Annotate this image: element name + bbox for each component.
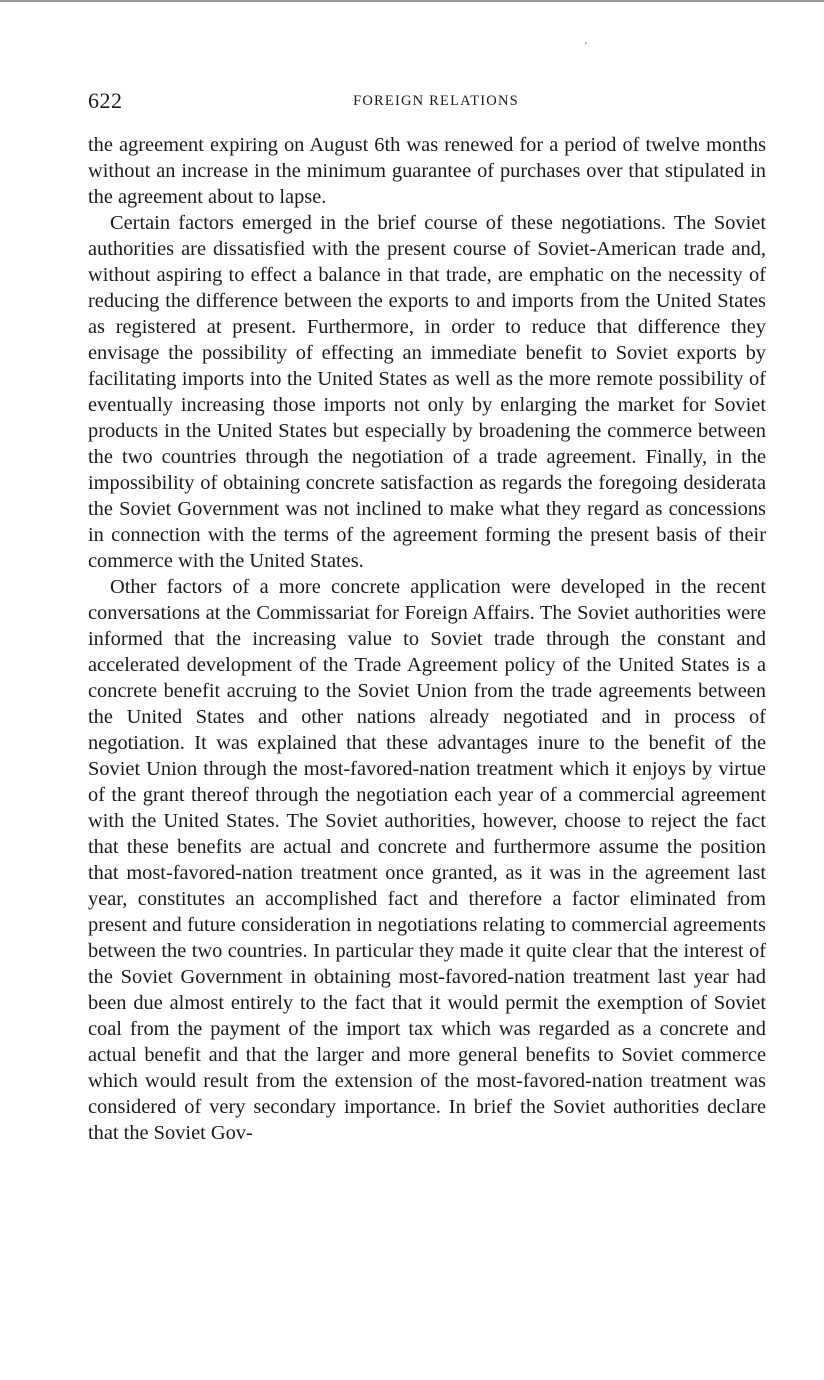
paragraph-continued: the agreement expiring on August 6th was renewed for a period of twelve months without an increase in the minimum guarantee of purchases over that stipulated in the agreement about to lapse. — [88, 134, 766, 208]
page-number: 622 — [88, 88, 123, 113]
paragraph: Certain factors emerged in the brief course of these negotiations. The Soviet authorities are dissatisfied with the present course of Soviet-American trade and, without aspiring to effect a balance in that trade, are emphatic on the necessity of reducing the difference between the exports to and imports from the United States as registered at present. Furthermore, in order to reduce that difference they envisage the possibility of effecting an immediate benefit to Soviet exports by facilitating imports into the United States as well as the more remote possibility of eventually increasing those imports not only by enlarging the market for Soviet products in the United States but especially by broadening the commerce between the two countries through the negotiation of a trade agreement. Finally, in the impossibility of obtaining concrete satisfaction as regards the foregoing desiderata the Soviet Government was not inclined to make what they regard as concessions in connection with the terms of the agreement forming the present basis of their commerce with the United States. — [88, 212, 766, 572]
stray-mark: ’ — [584, 40, 588, 52]
running-head: FOREIGN RELATIONS — [353, 93, 519, 109]
document-body — [88, 132, 766, 1146]
page-top-border — [0, 0, 824, 2]
page-header — [88, 88, 764, 118]
paragraph: Other factors of a more concrete application were developed in the recent conversations at the Commissariat for Foreign Affairs. The Soviet authorities were informed that the increasing value to Soviet trade through the constant and accelerated development of the Trade Agreement policy of the United States is a concrete benefit accruing to the Soviet Union from the trade agreements between the United States and other nations already negotiated and in process of negotiation. It was explained that these advantages inure to the benefit of the Soviet Union through the most-favored-nation treatment which it enjoys by virtue of the grant thereof through the negotiation each year of a commercial agreement with the United States. The Soviet authorities, however, choose to reject the fact that these benefits are actual and concrete and furthermore assume the position that most-favored-nation treatment once granted, as it was in the agreement last year, constitutes an accomplished fact and therefore a factor eliminated from present and future consideration in negotiations relating to commercial agreements between the two countries. In particular they made it quite clear that the interest of the Soviet Government in obtaining most-favored-nation treatment last year had been due almost entirely to the fact that it would permit the exemption of Soviet coal from the payment of the import tax which was regarded as a concrete and actual benefit and that the larger and more general benefits to Soviet commerce which would result from the extension of the most-favored-nation treatment was considered of very secondary importance. In brief the Soviet authorities declare that the Soviet Gov- — [88, 576, 766, 1144]
